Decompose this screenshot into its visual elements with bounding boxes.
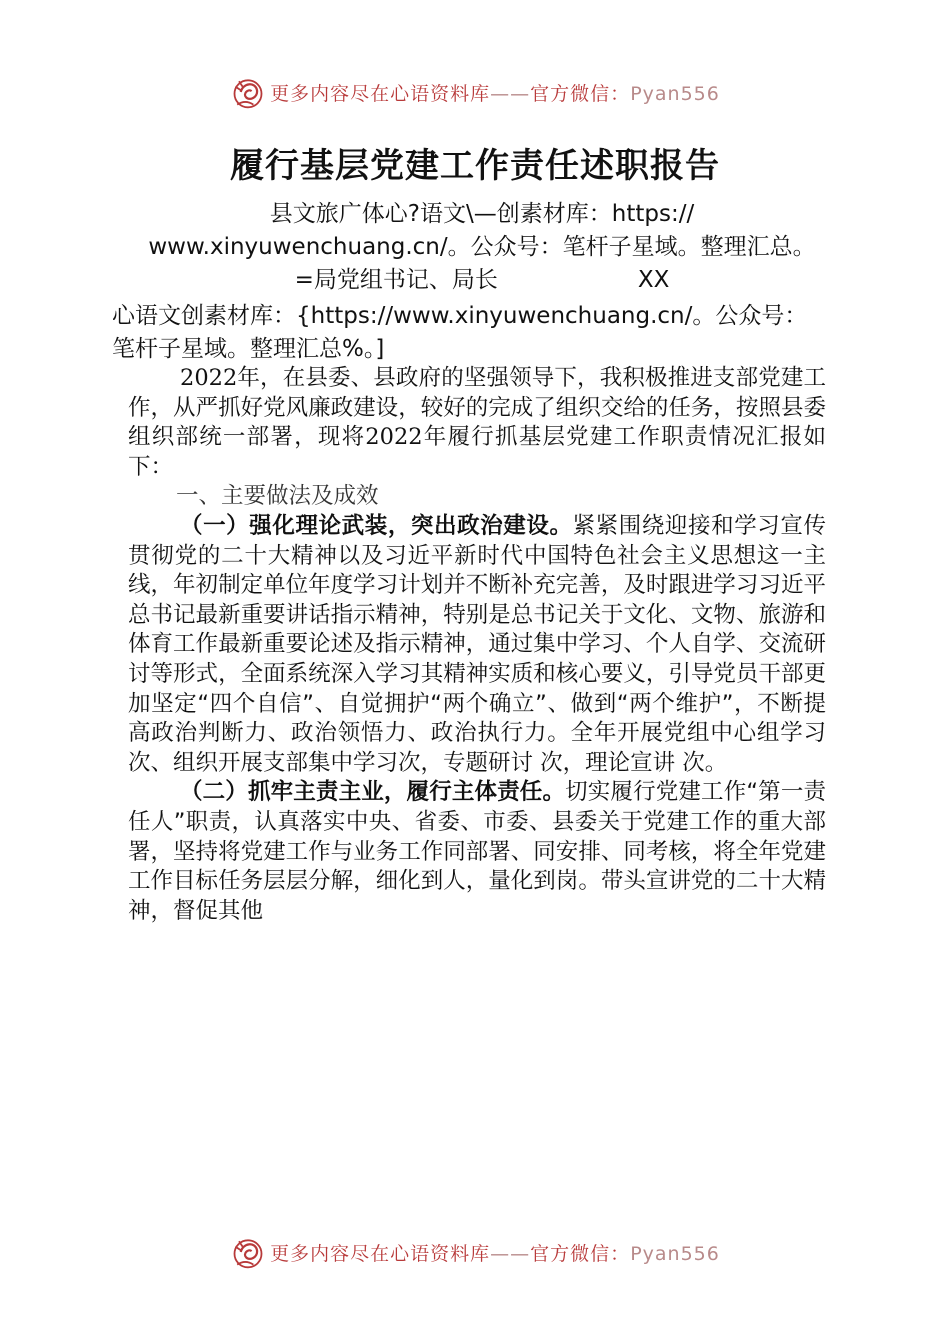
rose-logo-icon <box>230 1234 266 1270</box>
paragraph-2-body: 切实履行党建工作“第一责任人”职责，认真落实中央、省委、市委、县委关于党建工作的重大部署，坚持将党建工作与业务工作同部署、同安排、同考核，将全年党建工作目标任务层层分解，细化到人，量化到岗。带头宣讲党的二十大精神，督促其他 <box>128 779 826 924</box>
document-body <box>128 364 826 926</box>
meta-line: 心语文创素材库：{https://www.xinyuwenchuang.cn/。公众号： <box>112 303 808 329</box>
paragraph-1-lead: （一）强化理论武装，突出政治建设。 <box>180 512 573 539</box>
header-watermark-banner <box>0 72 950 112</box>
document-title: 履行基层党建工作责任述职报告 <box>230 146 720 186</box>
document-meta-block <box>112 198 852 297</box>
rose-logo-icon <box>230 74 266 110</box>
paragraph-2-lead: （二）抓牢主责主业，履行主体责任。 <box>180 779 566 806</box>
intro-paragraph: 2022年，在县委、县政府的坚强领导下，我积极推进支部党建工作，从严抓好党风廉政建设，较好的完成了组织交给的任务，按照县委组织部统一部署，现将2022年履行抓基层党建工作职责情况汇报如下： <box>128 365 826 480</box>
banner-text: 更多内容尽在心语资料库——官方微信：Pyan556 <box>270 1242 720 1265</box>
meta-line: 县文旅广体心?语文\—创素材库：https:// <box>269 201 695 227</box>
author-name-placeholder: XX <box>637 267 670 293</box>
author-role: =局党组书记、局长 <box>294 267 498 293</box>
paragraph-1 <box>128 512 826 778</box>
document-meta-block-2 <box>112 300 852 366</box>
paragraph-1-body: 紧紧围绕迎接和学习宣传贯彻党的二十大精神以及习近平新时代中国特色社会主义思想这一主线，年初制定单位年度学习计划并不断补充完善，及时跟进学习习近平总书记最新重要讲话指示精神，特别是总书记关于文化、文物、旅游和体育工作最新重要论述及指示精神，通过集中学习、个人自学、交流研讨等形式，全面系统深入学习其精神实质和核心要义，引导党员干部更加坚定“四个自信”、自觉拥护“两个确立”、做到“两个维护”，不断提高政治判断力、政治领悟力、政治执行力。全年开展党组中心组学习 次、组织开展支部集中学习次，专题研讨 次，理论宣讲 次。 <box>128 512 826 776</box>
section-heading: 一、主要做法及成效 <box>176 483 379 510</box>
author-role-line <box>112 264 852 297</box>
meta-line: 笔杆子星域。整理汇总%。] <box>112 336 385 362</box>
meta-line: www.xinyuwenchuang.cn/。公众号：笔杆子星域。整理汇总。 <box>148 234 816 260</box>
paragraph-2 <box>128 778 826 926</box>
banner-text: 更多内容尽在心语资料库——官方微信：Pyan556 <box>270 82 720 105</box>
footer-watermark-banner <box>0 1232 950 1272</box>
